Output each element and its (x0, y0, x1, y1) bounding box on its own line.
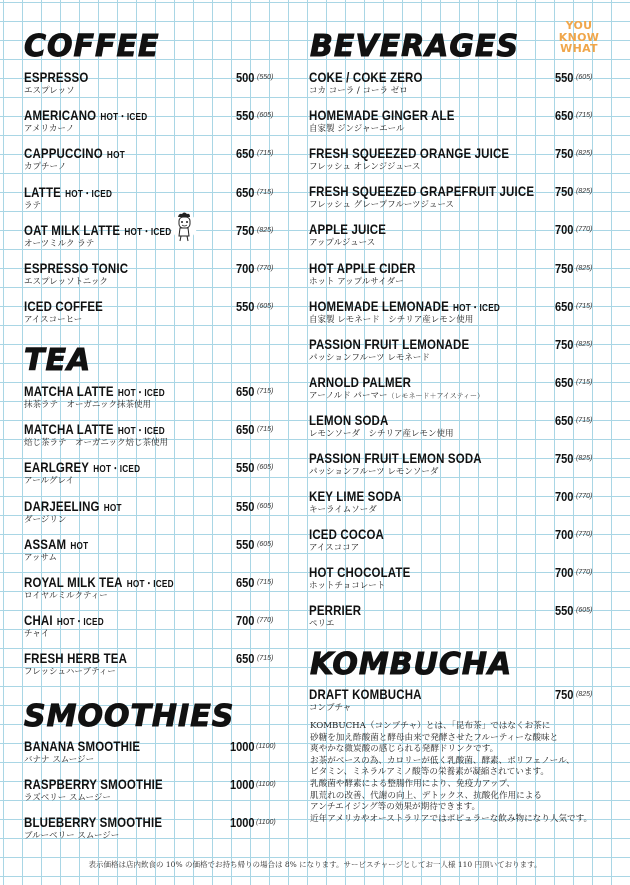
item-name-text: ICED COFFEE (24, 298, 103, 315)
item-temperature-tag: HOT・ICED (93, 464, 141, 476)
item-japanese-name (309, 124, 404, 134)
item-price-with-tax: (770) (576, 226, 593, 234)
item-price: 750 (555, 451, 574, 466)
item-price: 750 (555, 260, 574, 276)
menu-item (24, 459, 297, 495)
item-japanese-text: ホット アップルサイダー (309, 276, 404, 287)
item-price: 750 (555, 687, 574, 702)
item-japanese-name (309, 543, 359, 553)
description-line: ビタミン、ミネラルアミノ酸等の栄養素が凝縮されています。 (310, 767, 549, 778)
item-name (309, 374, 411, 390)
item-price: 650 (236, 384, 255, 399)
item-japanese-name (309, 238, 375, 248)
item-japanese-text: エスプレッソトニック (24, 277, 108, 287)
badge-line: WHAT (560, 42, 598, 55)
item-name-text: ARNOLD PALMER (309, 373, 412, 390)
item-japanese-text: アーノルド パーマー (309, 390, 388, 401)
item-japanese-text: ラテ (24, 200, 42, 211)
item-price-with-tax: (825) (576, 340, 593, 348)
item-price-with-tax: (825) (576, 691, 593, 698)
item-japanese-text: キーライムソーダ (309, 505, 377, 516)
item-price: 550 (236, 460, 255, 476)
item-name (309, 526, 384, 542)
description-line: 肌荒れの改善、代謝の向上、デトックス、抗酸化作用による (310, 790, 542, 801)
item-price: 550 (555, 603, 574, 619)
item-name-text: LEMON SODA (309, 411, 389, 428)
beverages-section-title: BEVERAGES (310, 29, 520, 64)
menu-item (309, 526, 616, 562)
item-price-with-tax: (605) (257, 303, 274, 311)
item-japanese-text: アイスココア (309, 543, 360, 554)
item-name (309, 107, 455, 123)
item-price: 550 (236, 299, 255, 315)
item-name-text: PASSION FRUIT LEMON SODA (309, 450, 482, 466)
item-price: 1000 (230, 739, 255, 754)
menu-item (309, 183, 616, 219)
item-price-with-tax: (825) (576, 455, 593, 462)
item-japanese-text: 焙じ茶ラテ オーガニック焙じ茶使用 (24, 438, 168, 449)
item-japanese-name (309, 162, 420, 172)
item-japanese-name (24, 315, 82, 325)
item-temperature-tag: HOT・ICED (56, 617, 104, 629)
item-name (24, 298, 103, 314)
item-japanese-text: フレッシュ オレンジジュース (309, 162, 421, 173)
item-name-text: HOMEMADE GINGER ALE (309, 107, 455, 124)
item-japanese-text: ペリエ (309, 619, 335, 630)
item-temperature-tag: HOT (103, 502, 122, 514)
item-price-with-tax: (1100) (256, 781, 276, 789)
item-name-text: COKE / COKE ZERO (309, 69, 423, 85)
item-japanese-text: ダージリン (24, 514, 67, 525)
item-price: 1000 (230, 815, 255, 831)
item-japanese-name (24, 86, 75, 96)
item-name (24, 738, 140, 754)
item-price-with-tax: (715) (576, 302, 593, 310)
description-line: お茶がベースの為、カロリーが低く乳酸菌、酵素、ポリフェノール、 (310, 755, 575, 766)
item-name-text: CHAI (24, 612, 53, 629)
menu-item (24, 260, 297, 296)
item-price-with-tax: (715) (576, 378, 593, 386)
item-japanese-name (309, 353, 430, 363)
item-name-text: BLUEBERRY SMOOTHIE (24, 814, 163, 831)
item-price: 650 (236, 651, 255, 667)
menu-item (309, 69, 616, 105)
item-name-text: PERRIER (309, 602, 362, 619)
kombucha-section-title: KOMBUCHA (310, 647, 513, 682)
item-price-with-tax: (550) (257, 74, 274, 81)
menu-item (24, 145, 297, 181)
item-price-with-tax: (1100) (256, 819, 276, 827)
item-price-with-tax: (715) (257, 188, 274, 196)
item-japanese-text: チャイ (24, 629, 50, 640)
menu-item (24, 814, 296, 850)
item-price-with-tax: (715) (257, 655, 274, 663)
item-price-with-tax: (770) (576, 531, 593, 539)
item-japanese-name (24, 124, 74, 134)
item-japanese-text: ロイヤルミルクティー (24, 591, 108, 601)
item-japanese-text: フレッシュ グレープフルーツジュース (309, 200, 454, 211)
item-japanese-text: アイスコーヒー (24, 315, 83, 326)
item-japanese-text: アールグレイ (24, 476, 74, 487)
item-name (24, 69, 88, 85)
item-japanese-text: 自家製 レモネード シチリア産レモン使用 (309, 314, 474, 325)
item-japanese-text: コカ コーラ / コーラ ゼロ (309, 86, 408, 96)
item-japanese-name (24, 831, 119, 841)
item-price: 700 (555, 527, 574, 543)
item-temperature-tag: HOT・ICED (126, 579, 174, 590)
item-japanese-name (24, 239, 94, 249)
item-japanese-text: 自家製 ジンジャーエール (309, 124, 405, 135)
item-japanese-text: パッションフルーツ レモンソーダ (309, 467, 439, 477)
item-japanese-name (309, 581, 385, 591)
item-japanese-text: コンブチャ (309, 703, 352, 713)
menu-item (309, 602, 616, 638)
item-japanese-text: アップルジュース (309, 238, 376, 249)
item-price: 750 (555, 184, 574, 200)
item-note: （レモネード＋アイスティー） (387, 391, 485, 400)
item-price-with-tax: (825) (576, 264, 593, 272)
item-name-text: FRESH HERB TEA (24, 650, 128, 667)
item-japanese-name (309, 200, 454, 210)
item-name (309, 336, 469, 352)
item-name-text: FRESH SQUEEZED GRAPEFRUIT JUICE (309, 183, 535, 200)
item-price-with-tax: (825) (576, 188, 593, 196)
item-price-with-tax: (605) (257, 112, 274, 120)
item-name-text: HOT APPLE CIDER (309, 259, 416, 276)
item-name (309, 260, 416, 276)
item-price: 650 (236, 575, 255, 590)
menu-item (24, 69, 297, 105)
item-name (309, 412, 388, 428)
item-name (309, 488, 402, 504)
item-price-with-tax: (825) (576, 150, 593, 158)
item-name-text: ROYAL MILK TEA (24, 574, 123, 590)
menu-item (24, 298, 297, 334)
item-price: 550 (236, 498, 255, 514)
item-japanese-name (24, 476, 74, 486)
item-price: 700 (236, 261, 255, 276)
item-price: 650 (555, 298, 574, 314)
item-temperature-tag: HOT・ICED (117, 388, 165, 399)
menu-item (309, 412, 616, 448)
menu-item (24, 776, 296, 812)
item-name-text: ASSAM (24, 535, 67, 552)
item-name-text: HOMEMADE LEMONADE (309, 297, 449, 314)
item-price: 700 (555, 489, 574, 505)
item-price-with-tax: (770) (257, 265, 274, 272)
menu-item (309, 488, 616, 524)
item-price: 700 (236, 613, 255, 629)
item-price-with-tax: (715) (576, 112, 593, 120)
description-line: KOMBUCHA（コンブチャ）とは、「昆布茶」ではなくお茶に (310, 721, 551, 731)
item-japanese-name (309, 505, 377, 515)
item-price: 650 (555, 374, 574, 390)
item-name-text: BANANA SMOOTHIE (24, 738, 141, 754)
item-price: 650 (236, 184, 255, 200)
item-temperature-tag: HOT・ICED (100, 112, 148, 124)
brand-badge (553, 20, 605, 55)
menu-item (309, 374, 616, 410)
item-price-with-tax: (605) (576, 74, 593, 81)
menu-item (24, 738, 296, 774)
item-price: 650 (236, 146, 255, 162)
menu-item (24, 107, 297, 143)
smoothies-section-title: SMOOTHIES (24, 699, 235, 734)
menu-item (24, 498, 297, 534)
menu-item (309, 686, 616, 722)
item-name-text: EARLGREY (24, 459, 90, 476)
item-japanese-name (24, 629, 49, 639)
item-temperature-tag: HOT・ICED (124, 226, 172, 238)
coffee-section-title: COFFEE (24, 29, 160, 64)
item-japanese-name (24, 793, 111, 803)
item-japanese-name (24, 400, 151, 410)
description-line: 乳酸菌や酵素による整腸作用により、免疫力アップ、 (310, 778, 515, 789)
badge-line: KNOW (558, 30, 600, 44)
item-name (309, 221, 386, 237)
item-japanese-name (309, 391, 484, 401)
item-japanese-text: バナナ スムージー (24, 755, 95, 765)
description-line: 近年アメリカやオーストラリアではポピュラーな飲み物になり人気です。 (310, 813, 593, 824)
item-name (309, 602, 361, 618)
item-japanese-text: カプチーノ (24, 162, 67, 173)
item-price-with-tax: (605) (257, 502, 274, 510)
item-name (24, 814, 162, 830)
item-name-text: ESPRESSO TONIC (24, 260, 129, 276)
item-price: 700 (555, 565, 574, 581)
item-price-with-tax: (1100) (256, 743, 276, 750)
item-price-with-tax: (770) (576, 569, 593, 577)
item-price: 1000 (230, 777, 255, 793)
item-name (24, 776, 163, 792)
menu-item (309, 260, 616, 296)
menu-item (309, 221, 616, 257)
item-price-with-tax: (770) (257, 617, 274, 625)
item-temperature-tag: HOT (106, 150, 125, 162)
item-price: 750 (555, 146, 574, 162)
item-japanese-name (24, 591, 108, 601)
item-name-text: DARJEELING (24, 497, 100, 514)
item-price-with-tax: (715) (576, 416, 593, 424)
item-price-with-tax: (715) (257, 388, 274, 395)
item-japanese-text: エスプレッソ (24, 86, 75, 96)
item-name (309, 145, 509, 161)
item-name (309, 564, 410, 580)
item-price: 750 (236, 222, 255, 238)
tea-section-title: TEA (24, 343, 92, 378)
item-price-with-tax: (605) (257, 540, 274, 548)
item-japanese-text: オーツミルク ラテ (24, 238, 95, 249)
item-japanese-text: フレッシュハーブティー (24, 667, 116, 678)
item-name-text: MATCHA LATTE (24, 421, 114, 438)
item-japanese-text: アメリカーノ (24, 124, 75, 135)
item-price-with-tax: (770) (576, 493, 593, 501)
item-price-with-tax: (605) (576, 607, 593, 615)
item-name-text: KEY LIME SODA (309, 488, 402, 505)
item-japanese-name (24, 438, 168, 448)
item-price-with-tax: (825) (257, 226, 274, 234)
item-japanese-name (24, 201, 41, 211)
item-price: 550 (236, 536, 255, 552)
item-name (309, 69, 423, 85)
menu-item (24, 536, 297, 572)
item-name-text: LATTE (24, 183, 61, 200)
item-japanese-text: レモンソーダ シチリア産レモン使用 (309, 428, 454, 439)
item-temperature-tag: HOT (70, 540, 89, 552)
item-japanese-name (309, 315, 473, 325)
menu-item (24, 650, 297, 686)
item-japanese-name (24, 667, 116, 677)
item-japanese-name (24, 162, 66, 172)
item-japanese-name (24, 277, 108, 287)
item-name-text: HOT CHOCOLATE (309, 564, 411, 581)
item-price: 550 (555, 70, 574, 85)
item-japanese-name (309, 619, 334, 629)
menu-item (24, 383, 297, 419)
mascot-illustration (170, 208, 198, 249)
item-japanese-text: ホットチョコレート (309, 581, 386, 592)
badge-line: YOU (565, 19, 593, 32)
menu-item (24, 184, 297, 220)
description-line: 爽やかな微炭酸の感じられる発酵ドリンクです。 (310, 744, 499, 755)
item-price-with-tax: (715) (257, 579, 274, 586)
item-price-with-tax: (605) (257, 464, 274, 472)
item-japanese-text: パッションフルーツ レモネード (309, 352, 430, 363)
menu-item (309, 145, 616, 181)
item-temperature-tag: HOT・ICED (453, 302, 501, 314)
item-name-text: OAT MILK LATTE (24, 221, 121, 238)
item-price-with-tax: (715) (257, 426, 274, 434)
item-price: 500 (236, 70, 255, 85)
item-japanese-name (309, 429, 454, 439)
item-price: 650 (555, 412, 574, 428)
menu-item (309, 564, 616, 600)
item-japanese-name (309, 467, 438, 477)
menu-item (24, 574, 297, 610)
item-price: 650 (555, 108, 574, 124)
item-name (24, 260, 128, 276)
item-name-text: APPLE JUICE (309, 221, 387, 238)
item-price: 700 (555, 222, 574, 238)
item-japanese-text: ラズベリー スムージー (24, 793, 111, 804)
item-name (24, 650, 127, 666)
item-name-text: FRESH SQUEEZED ORANGE JUICE (309, 145, 510, 162)
item-temperature-tag: HOT・ICED (65, 188, 113, 200)
item-name (309, 686, 422, 702)
item-name-text: ICED COCOA (309, 526, 384, 543)
item-japanese-name (24, 515, 66, 525)
item-name-text: MATCHA LATTE (24, 383, 114, 399)
item-price: 550 (236, 108, 255, 124)
menu-item (309, 336, 616, 372)
item-name (309, 183, 534, 199)
item-temperature-tag: HOT・ICED (117, 426, 165, 438)
menu-item (309, 298, 616, 334)
item-price-with-tax: (715) (257, 150, 274, 158)
description-line: アンチエイジング等の効果が期待できます。 (310, 802, 481, 813)
menu-item (24, 421, 297, 457)
item-price: 750 (555, 336, 574, 352)
item-name-text: PASSION FRUIT LEMONADE (309, 335, 470, 352)
menu-item (24, 222, 297, 258)
item-name-text: RASPBERRY SMOOTHIE (24, 776, 163, 793)
description-line: 砂糖を加え酢酸菌と酵母由来で発酵させたフルーティーな酸味と (310, 732, 559, 743)
item-japanese-name (309, 277, 404, 287)
item-japanese-name (309, 703, 351, 713)
menu-item (309, 450, 616, 486)
menu-item (309, 107, 616, 143)
kombucha-description (310, 721, 615, 825)
item-japanese-name (24, 553, 57, 563)
item-name-text: ESPRESSO (24, 69, 89, 85)
item-japanese-name (24, 755, 94, 765)
item-name (309, 450, 482, 466)
menu-item (24, 612, 297, 648)
item-japanese-name (309, 86, 408, 96)
footer-note: 表示価格は店内飲食の 10% の価格でお持ち帰りの場合は 8% になります。サービスチャージとしてお一人様 110 円頂いております。 (88, 860, 542, 869)
item-price: 650 (236, 422, 255, 438)
item-japanese-text: アッサム (24, 552, 57, 563)
item-name-text: DRAFT KOMBUCHA (309, 686, 422, 702)
item-name-text: CAPPUCCINO (24, 145, 103, 162)
item-japanese-text: 抹茶ラテ オーガニック抹茶使用 (24, 400, 151, 410)
item-japanese-text: ブルーベリー スムージー (24, 831, 120, 842)
item-name-text: AMERICANO (24, 107, 97, 124)
